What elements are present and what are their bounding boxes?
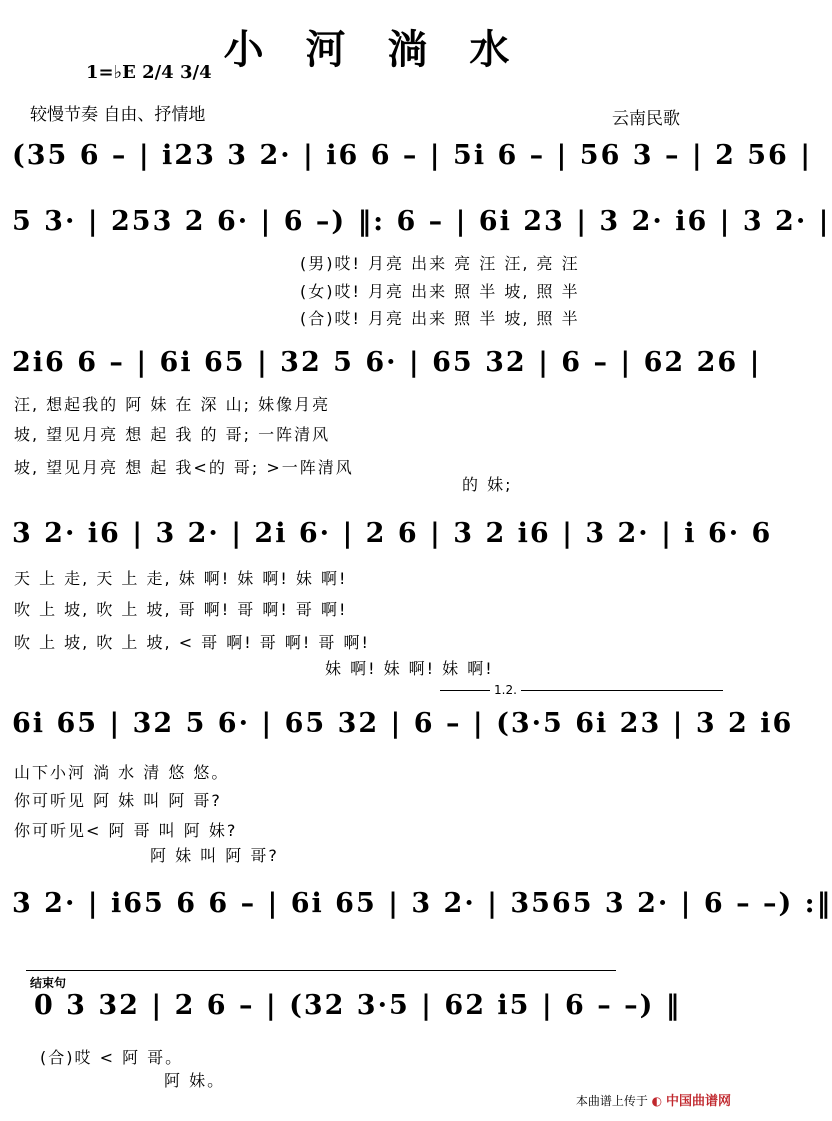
lyric-line: (合)哎! 月亮 出来 照 半 坡, 照 半 xyxy=(300,309,580,328)
lyric-line: (合)哎 < 阿 哥。 xyxy=(40,1048,184,1067)
lyric-line: 天 上 走, 天 上 走, 妹 啊! 妹 啊! 妹 啊! xyxy=(14,569,348,588)
upload-footer xyxy=(576,1090,731,1109)
notation-line: 3 2· i6 | 3 2· | 2i 6· | 2 6 | 3 2 i6 | 3 2· | i 6· 6 xyxy=(12,518,773,549)
site-name: 中国曲谱网 xyxy=(665,1094,731,1109)
lyric-line: 吹 上 坡, 吹 上 坡, < 哥 啊! 哥 啊! 哥 啊! xyxy=(14,633,370,652)
ending-label: 结束句 xyxy=(30,976,67,990)
lyric-line: 坡, 望见月亮 想 起 我<的 哥; >一阵清风 xyxy=(14,458,354,477)
notation-line: 5 3· | 253 2 6· | 6 –) ‖: 6 – | 6i 23 | 3 2· i6 | 3 2· | xyxy=(12,206,831,237)
lyric-line: 吹 上 坡, 吹 上 坡, 哥 啊! 哥 啊! 哥 啊! xyxy=(14,600,348,619)
lyric-alt-line: 妹 啊! 妹 啊! 妹 啊! xyxy=(325,659,494,678)
tempo-marking: 较慢节奏 自由、抒情地 xyxy=(30,105,206,125)
ending-bracket xyxy=(26,970,616,971)
notation-line: 2i6 6 – | 6i 65 | 32 5 6· | 65 32 | 6 – | 62 26 | xyxy=(12,347,762,378)
notation-line: 0 3 32 | 2 6 – | (32 3·5 | 62 i5 | 6 – –) ‖ xyxy=(34,990,682,1021)
lyric-line: 坡, 望见月亮 想 起 我 的 哥; 一阵清风 xyxy=(14,425,331,444)
site-logo-icon: ◐ xyxy=(651,1094,663,1108)
footer-text: 本曲谱上传于 xyxy=(575,1094,648,1108)
lyric-line: 你可听见 阿 妹 叫 阿 哥? xyxy=(14,791,222,810)
volta-label: 1.2. xyxy=(490,683,521,697)
lyric-line: (男)哎! 月亮 出来 亮 汪 汪, 亮 汪 xyxy=(300,254,580,273)
lyric-alt-line: 的 妹; xyxy=(462,475,513,494)
key-signature: 1=♭E 2/4 3/4 xyxy=(86,62,212,83)
lyric-line: 你可听见< 阿 哥 叫 阿 妹? xyxy=(14,821,238,840)
volta-bracket xyxy=(440,690,723,691)
lyric-line: 汪, 想起我的 阿 妹 在 深 山; 妹像月亮 xyxy=(14,395,331,414)
notation-line: 3 2· | i65 6 6 – | 6i 65 | 3 2· | 3565 3 2· | 6 – –) :‖ xyxy=(12,888,832,919)
notation-line: (35 6 – | i23 3 2· | i6 6 – | 5i 6 – | 56 3 – | 2 56 | xyxy=(12,140,813,171)
lyric-line: (女)哎! 月亮 出来 照 半 坡, 照 半 xyxy=(300,282,580,301)
page-title: 小 河 淌 水 xyxy=(223,27,524,73)
song-origin: 云南民歌 xyxy=(612,109,680,129)
lyric-alt-line: 阿 妹 叫 阿 哥? xyxy=(150,846,279,865)
notation-line: 6i 65 | 32 5 6· | 65 32 | 6 – | (3·5 6i 23 | 3 2 i6 xyxy=(12,708,794,739)
lyric-alt-line: 阿 妹。 xyxy=(164,1071,226,1090)
lyric-line: 山下小河 淌 水 清 悠 悠。 xyxy=(14,763,230,782)
